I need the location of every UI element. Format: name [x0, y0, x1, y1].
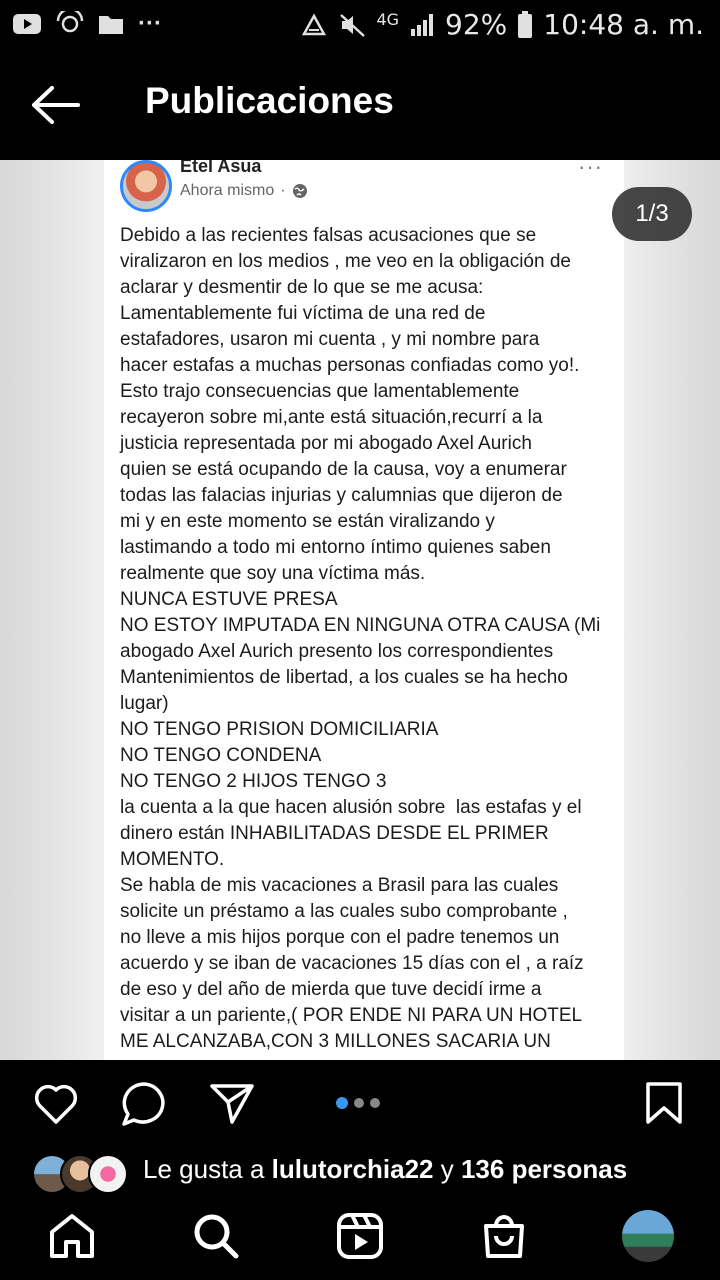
post-line: NUNCA ESTUVE PRESA [120, 589, 338, 610]
profile-avatar[interactable] [622, 1210, 674, 1262]
shared-post-card [104, 160, 624, 1060]
back-arrow-icon[interactable] [28, 82, 84, 128]
search-icon[interactable] [192, 1212, 240, 1260]
post-line: abogado Axel Aurich presento los correspondientes [120, 641, 554, 662]
post-line: ME ALCANZABA,CON 3 MILLONES SACARIA UN [120, 1031, 551, 1052]
post-line: viralizaron en los medios , me veo en la obligación de [120, 251, 571, 272]
network-type: 4G [376, 10, 400, 29]
carousel-dot-2 [354, 1098, 364, 1108]
likes-user[interactable]: lulutorchia22 [271, 1154, 434, 1184]
post-line: NO TENGO PRISION DOMICILIARIA [120, 719, 439, 740]
post-line: Esto trajo consecuencias que lamentablemente [120, 381, 520, 402]
post-body [120, 223, 618, 1055]
post-line: dinero están INHABILITADAS DESDE EL PRIMER [120, 823, 549, 844]
post-line: NO ESTOY IMPUTADA EN NINGUNA OTRA CAUSA (Mi [120, 615, 601, 636]
likes-connector: y [440, 1154, 454, 1184]
likes-prefix: Le gusta a [143, 1154, 265, 1184]
like-heart-icon[interactable] [32, 1080, 80, 1126]
post-line: de eso y del año de mierda que tuve decidí irme a [120, 979, 542, 1000]
mute-icon [338, 12, 366, 38]
likes-summary[interactable] [0, 1150, 720, 1192]
post-line: realmente que soy una víctima más. [120, 563, 426, 584]
post-media-image[interactable] [0, 160, 720, 1060]
post-line: aclarar y desmentir de lo que se me acusa: [120, 277, 484, 298]
battery-percentage: 92% [445, 8, 508, 41]
post-line: Mantenimientos de libertad, a los cuales se ha hecho [120, 667, 568, 688]
top-app-bar [0, 50, 720, 160]
carousel-dot-1 [336, 1097, 348, 1109]
folder-icon [98, 13, 124, 35]
shop-icon[interactable] [480, 1212, 528, 1260]
post-actions [0, 1060, 720, 1150]
carousel-counter: 1/3 [612, 187, 692, 241]
post-line: quien se está ocupando de la causa, voy a enumerar [120, 459, 567, 480]
share-send-icon[interactable] [208, 1080, 256, 1126]
battery-icon [517, 11, 533, 39]
status-bar [0, 0, 720, 50]
post-line: visitar a un pariente,( POR ENDE NI PARA UN HOTEL [120, 1005, 583, 1026]
page-title: Publicaciones [145, 80, 394, 121]
post-line: lugar) [120, 693, 169, 714]
post-line: MOMENTO. [120, 849, 225, 870]
liker-avatars [32, 1154, 116, 1192]
globe-icon [292, 183, 308, 199]
home-icon[interactable] [48, 1212, 96, 1260]
post-line: no lleve a mis hijos porque con el padre tenemos un [120, 927, 560, 948]
post-line: recayeron sobre mi,ante está situación,recurrí a la [120, 407, 543, 428]
bottom-navigation [0, 1192, 720, 1280]
comment-icon[interactable] [120, 1080, 168, 1128]
post-line: lastimando a todo mi entorno íntimo quienes saben [120, 537, 551, 558]
post-line: NO TENGO CONDENA [120, 745, 322, 766]
post-options-icon: ··· [578, 160, 603, 179]
reels-icon[interactable] [336, 1212, 384, 1260]
post-line: Lamentablemente fui víctima de una red de [120, 303, 486, 324]
post-line: NO TENGO 2 HIJOS TENGO 3 [120, 771, 387, 792]
post-time: Ahora mismo [180, 182, 275, 199]
post-line: Debido a las recientes falsas acusaciones que se [120, 225, 537, 246]
post-line: hacer estafas a muchas personas confiadas como yo!. [120, 355, 580, 376]
likes-others[interactable]: 136 personas [460, 1154, 628, 1184]
post-line: solicite un préstamo a las cuales subo comprobante , [120, 901, 568, 922]
nfc-icon [300, 12, 328, 38]
more-notifications-indicator: ··· [138, 10, 162, 37]
author-avatar [120, 160, 172, 212]
post-line: Se habla de mis vacaciones a Brasil para las cuales [120, 875, 559, 896]
post-line: justicia representada por mi abogado Axel Aurich [120, 433, 532, 454]
meta-separator: · [280, 182, 286, 199]
youtube-notification-icon [12, 13, 42, 35]
likes-text [143, 1154, 627, 1185]
post-author: Etel Asua [180, 160, 262, 176]
post-line: estafadores, usaron mi cuenta , y mi nombre para [120, 329, 540, 350]
save-bookmark-icon[interactable] [644, 1080, 684, 1126]
data-saver-icon [56, 11, 84, 37]
post-line: mi y en este momento se están viralizando y [120, 511, 495, 532]
post-line: la cuenta a la que hacen alusión sobre las estafas y el [120, 797, 582, 818]
liker-avatar [88, 1154, 128, 1192]
carousel-dots [336, 1098, 380, 1109]
post-line: acuerdo y se iban de vacaciones 15 días con el , a raíz [120, 953, 584, 974]
signal-icon [409, 13, 435, 37]
carousel-dot-3 [370, 1098, 380, 1108]
post-line: todas las falacias injurias y calumnias que dijeron de [120, 485, 563, 506]
post-meta [180, 182, 308, 200]
clock: 10:48 a. m. [543, 8, 704, 41]
